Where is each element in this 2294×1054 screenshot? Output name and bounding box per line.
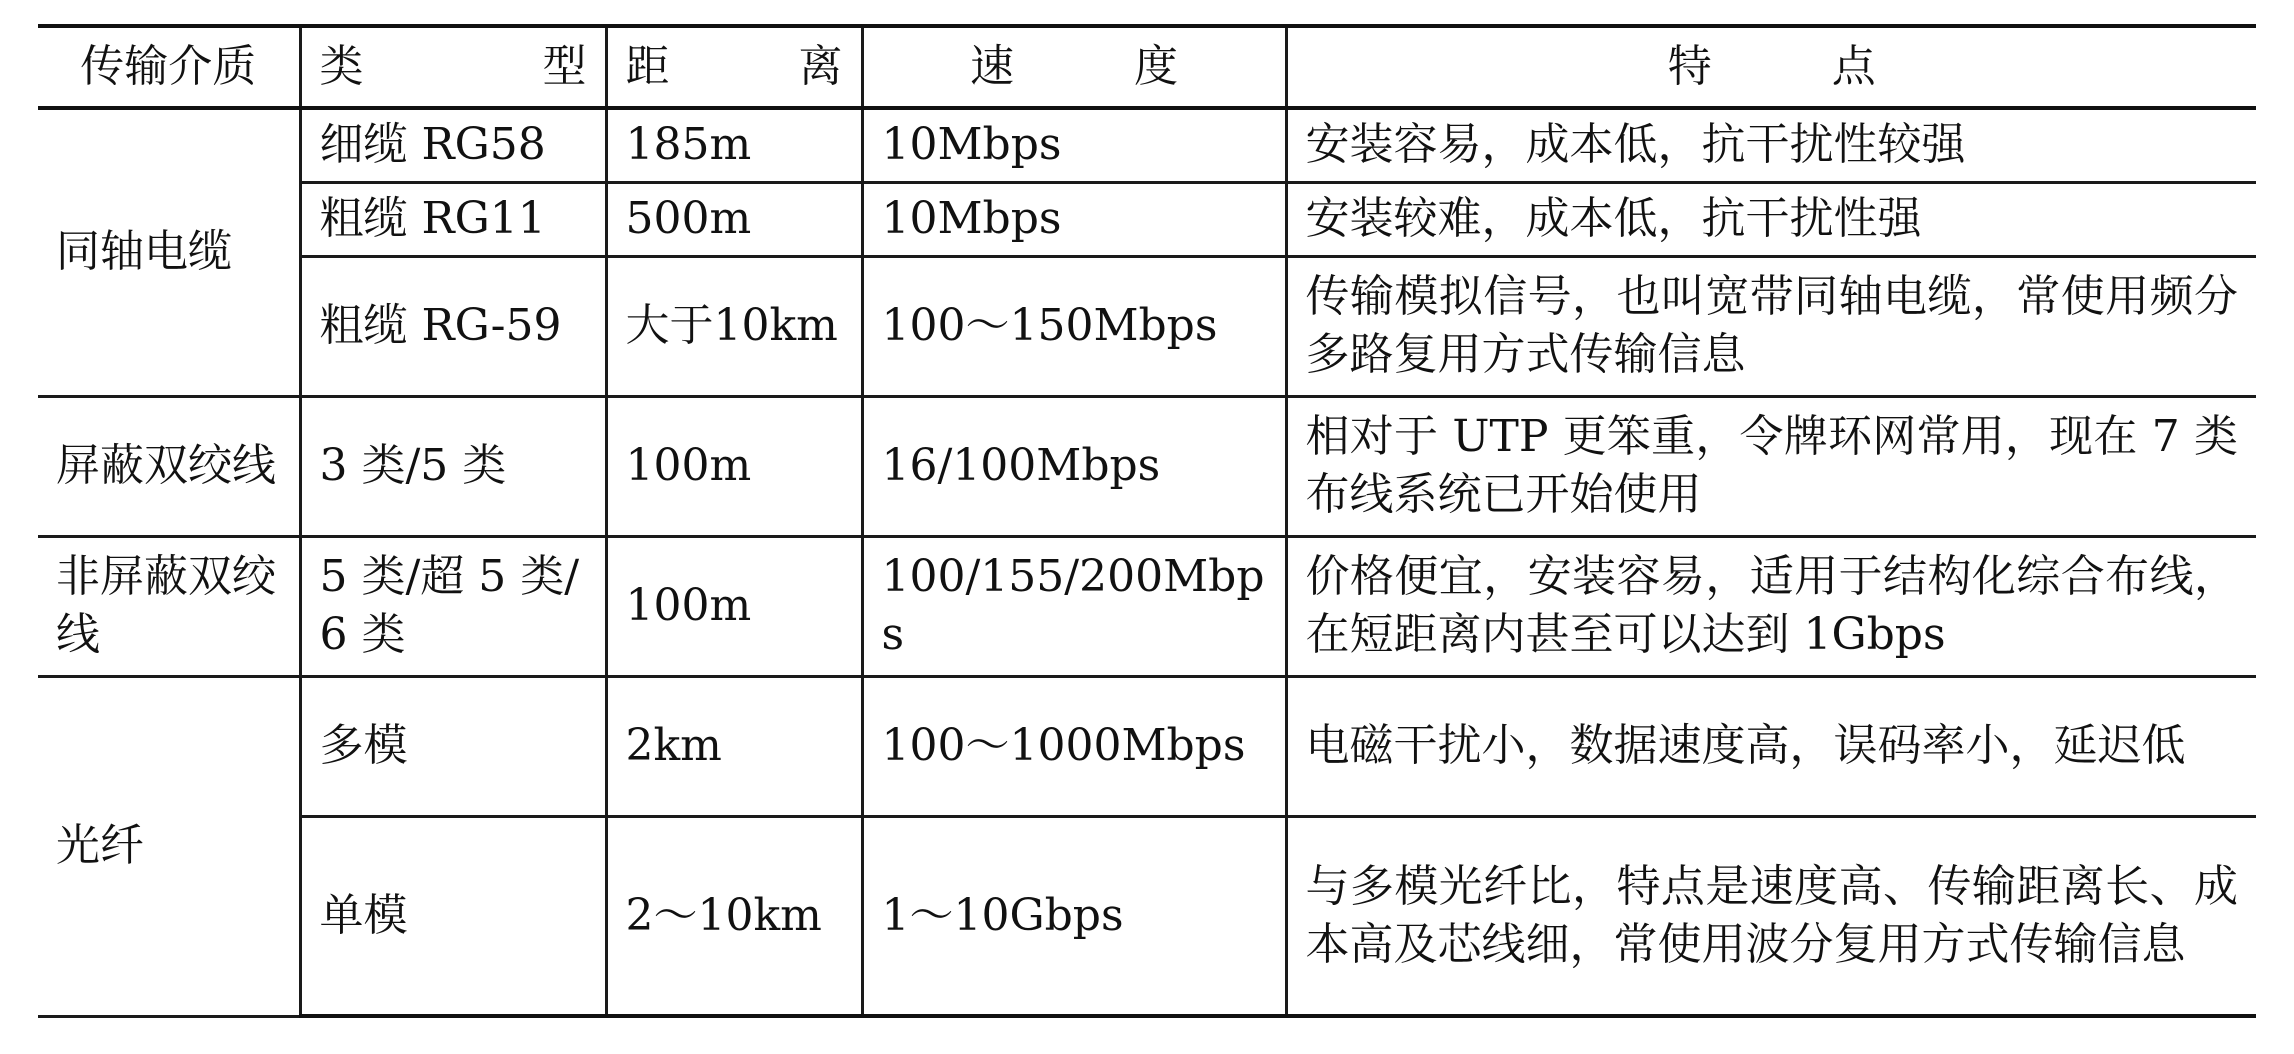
- table-row: [38, 676, 2256, 816]
- speed-cell: 1～10Gbps: [862, 816, 1286, 1016]
- feature-cell: 安装较难，成本低，抗干扰性强: [1286, 182, 2256, 256]
- header-type: 类 型: [300, 26, 606, 108]
- speed-cell: 16/100Mbps: [862, 396, 1286, 536]
- header-medium: 传输介质: [38, 26, 300, 108]
- table-row: [38, 256, 2256, 396]
- medium-cell: 非屏蔽双绞线: [38, 536, 300, 676]
- distance-cell: 大于10km: [606, 256, 862, 396]
- table-row: [38, 536, 2256, 676]
- feature-cell: 电磁干扰小，数据速度高，误码率小，延迟低: [1286, 676, 2256, 816]
- header-distance: 距 离: [606, 26, 862, 108]
- feature-cell: 相对于 UTP 更笨重，令牌环网常用，现在 7 类布线系统已开始使用: [1286, 396, 2256, 536]
- table-row: [38, 396, 2256, 536]
- feature-cell: 与多模光纤比，特点是速度高、传输距离长、成本高及芯线细，常使用波分复用方式传输信息: [1286, 816, 2256, 1016]
- media-comparison-table: [38, 24, 2256, 1018]
- distance-cell: 2～10km: [606, 816, 862, 1016]
- speed-cell: 10Mbps: [862, 182, 1286, 256]
- type-cell: 3 类/5 类: [300, 396, 606, 536]
- medium-cell: 同轴电缆: [38, 108, 300, 396]
- distance-cell: 185m: [606, 108, 862, 182]
- table-row: [38, 108, 2256, 182]
- distance-cell: 100m: [606, 536, 862, 676]
- distance-cell: 100m: [606, 396, 862, 536]
- feature-cell: 价格便宜，安装容易，适用于结构化综合布线，在短距离内甚至可以达到 1Gbps: [1286, 536, 2256, 676]
- distance-cell: 2km: [606, 676, 862, 816]
- table-row: [38, 182, 2256, 256]
- medium-cell: 屏蔽双绞线: [38, 396, 300, 536]
- type-cell: 单模: [300, 816, 606, 1016]
- medium-cell: 光纤: [38, 676, 300, 1016]
- type-cell: 细缆 RG58: [300, 108, 606, 182]
- speed-cell: 10Mbps: [862, 108, 1286, 182]
- header-speed: 速 度: [862, 26, 1286, 108]
- distance-cell: 500m: [606, 182, 862, 256]
- type-cell: 多模: [300, 676, 606, 816]
- speed-cell: 100/155/200Mbps: [862, 536, 1286, 676]
- header-feature: 特 点: [1286, 26, 2256, 108]
- table-row: [38, 816, 2256, 1016]
- speed-cell: 100～1000Mbps: [862, 676, 1286, 816]
- speed-cell: 100～150Mbps: [862, 256, 1286, 396]
- type-cell: 5 类/超 5 类/6 类: [300, 536, 606, 676]
- type-cell: 粗缆 RG-59: [300, 256, 606, 396]
- feature-cell: 安装容易，成本低，抗干扰性较强: [1286, 108, 2256, 182]
- type-cell: 粗缆 RG11: [300, 182, 606, 256]
- feature-cell: 传输模拟信号，也叫宽带同轴电缆，常使用频分多路复用方式传输信息: [1286, 256, 2256, 396]
- header-row: [38, 26, 2256, 108]
